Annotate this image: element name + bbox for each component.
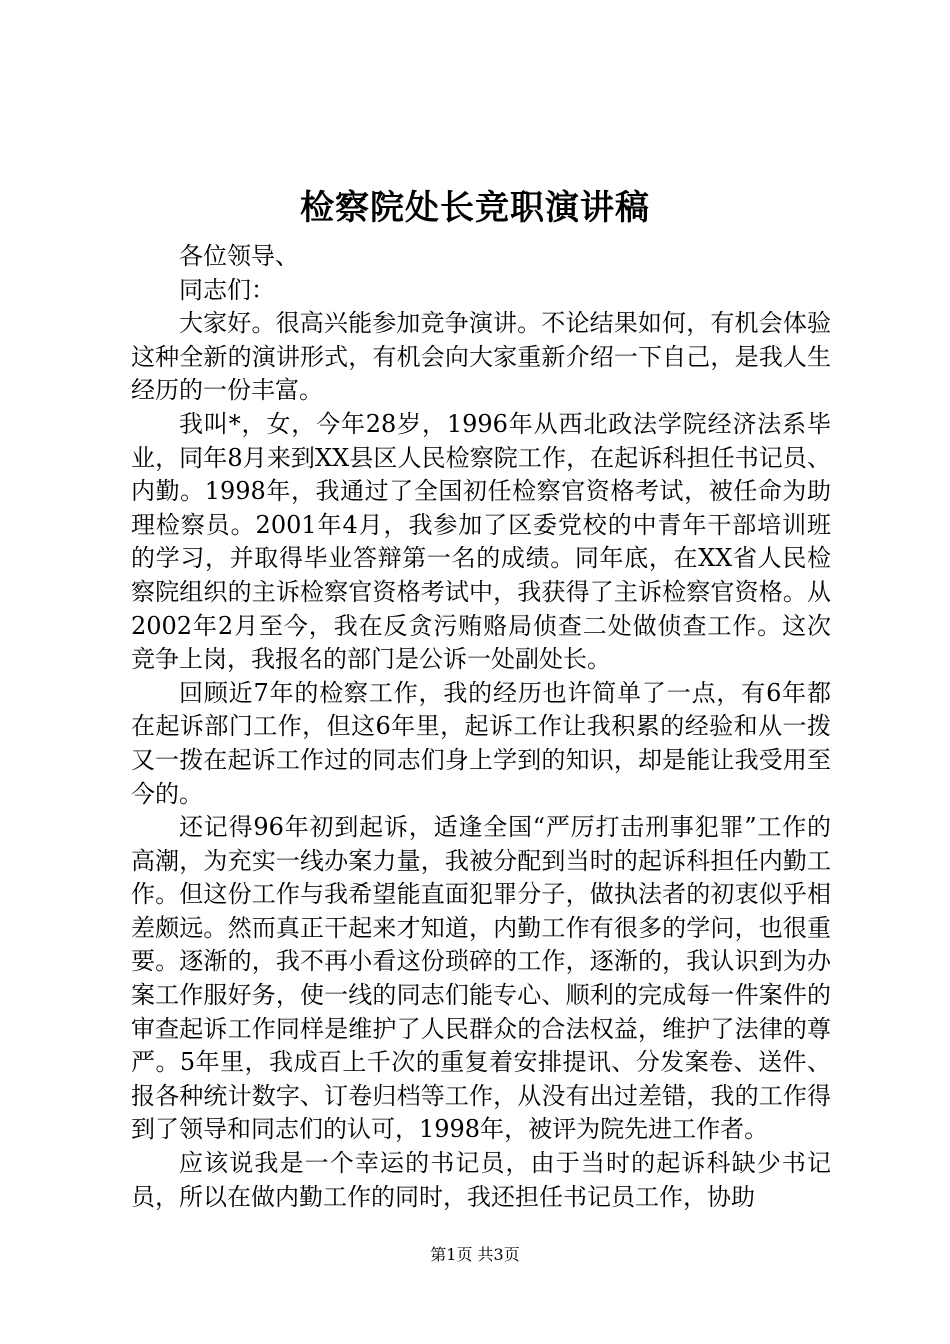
salutation-line: 各位领导、: [179, 242, 299, 270]
page-footer: 第1页 共3页: [430, 1245, 520, 1264]
document-body: [131, 240, 831, 1214]
body-paragraph: 应该说我是一个幸运的书记员，由于当时的起诉科缺少书记员，所以在做内勤工作的同时，我还担任书记员工作，协助: [131, 1149, 831, 1211]
body-paragraph: 大家好。很高兴能参加竞争演讲。不论结果如何，有机会体验这种全新的演讲形式，有机会向大家重新介绍一下自己，是我人生经历的一份丰富。: [131, 309, 831, 405]
body-paragraph: 回顾近7年的检察工作，我的经历也许简单了一点，有6年都在起诉部门工作，但这6年里，起诉工作让我积累的经验和从一拨又一拨在起诉工作过的同志们身上学到的知识，却是能让我受用至今的。: [131, 678, 831, 808]
body-paragraph: 还记得96年初到起诉，适逢全国“严厉打击刑事犯罪”工作的高潮，为充实一线办案力量，我被分配到当时的起诉科担任内勤工作。但这份工作与我希望能直面犯罪分子，做执法者的初衷似乎相差颇远。然而真正干起来才知道，内勤工作有很多的学问，也很重要。逐渐的，我不再小看这份琐碎的工作，逐渐的，我认识到为办案工作服好务，使一线的同志们能专心、顺利的完成每一件案件的审查起诉工作同样是维护了人民群众的合法权益，维护了法律的尊严。5年里，我成百上千次的重复着安排提讯、分发案卷、送件、报各种统计数字、订卷归档等工作，从没有出过差错，我的工作得到了领导和同志们的认可，1998年，被评为院先进工作者。: [131, 813, 831, 1144]
salutation-line: 同志们：: [179, 275, 275, 304]
document-title: 检察院处长竞职演讲稿: [300, 188, 650, 228]
body-paragraph: 我叫*，女，今年28岁，1996年从西北政法学院经济法系毕业，同年8月来到XX县区人民检察院工作，在起诉科担任书记员、内勤。1998年，我通过了全国初任检察官资格考试，被任命为助理检察员。2001年4月，我参加了区委党校的中青年干部培训班的学习，并取得毕业答辩第一名的成绩。同年底，在XX省人民检察院组织的主诉检察官资格考试中，我获得了主诉检察官资格。从2002年2月至今，我在反贪污贿赂局侦查二处做侦查工作。这次竞争上岗，我报名的部门是公诉一处副处长。: [131, 409, 831, 674]
